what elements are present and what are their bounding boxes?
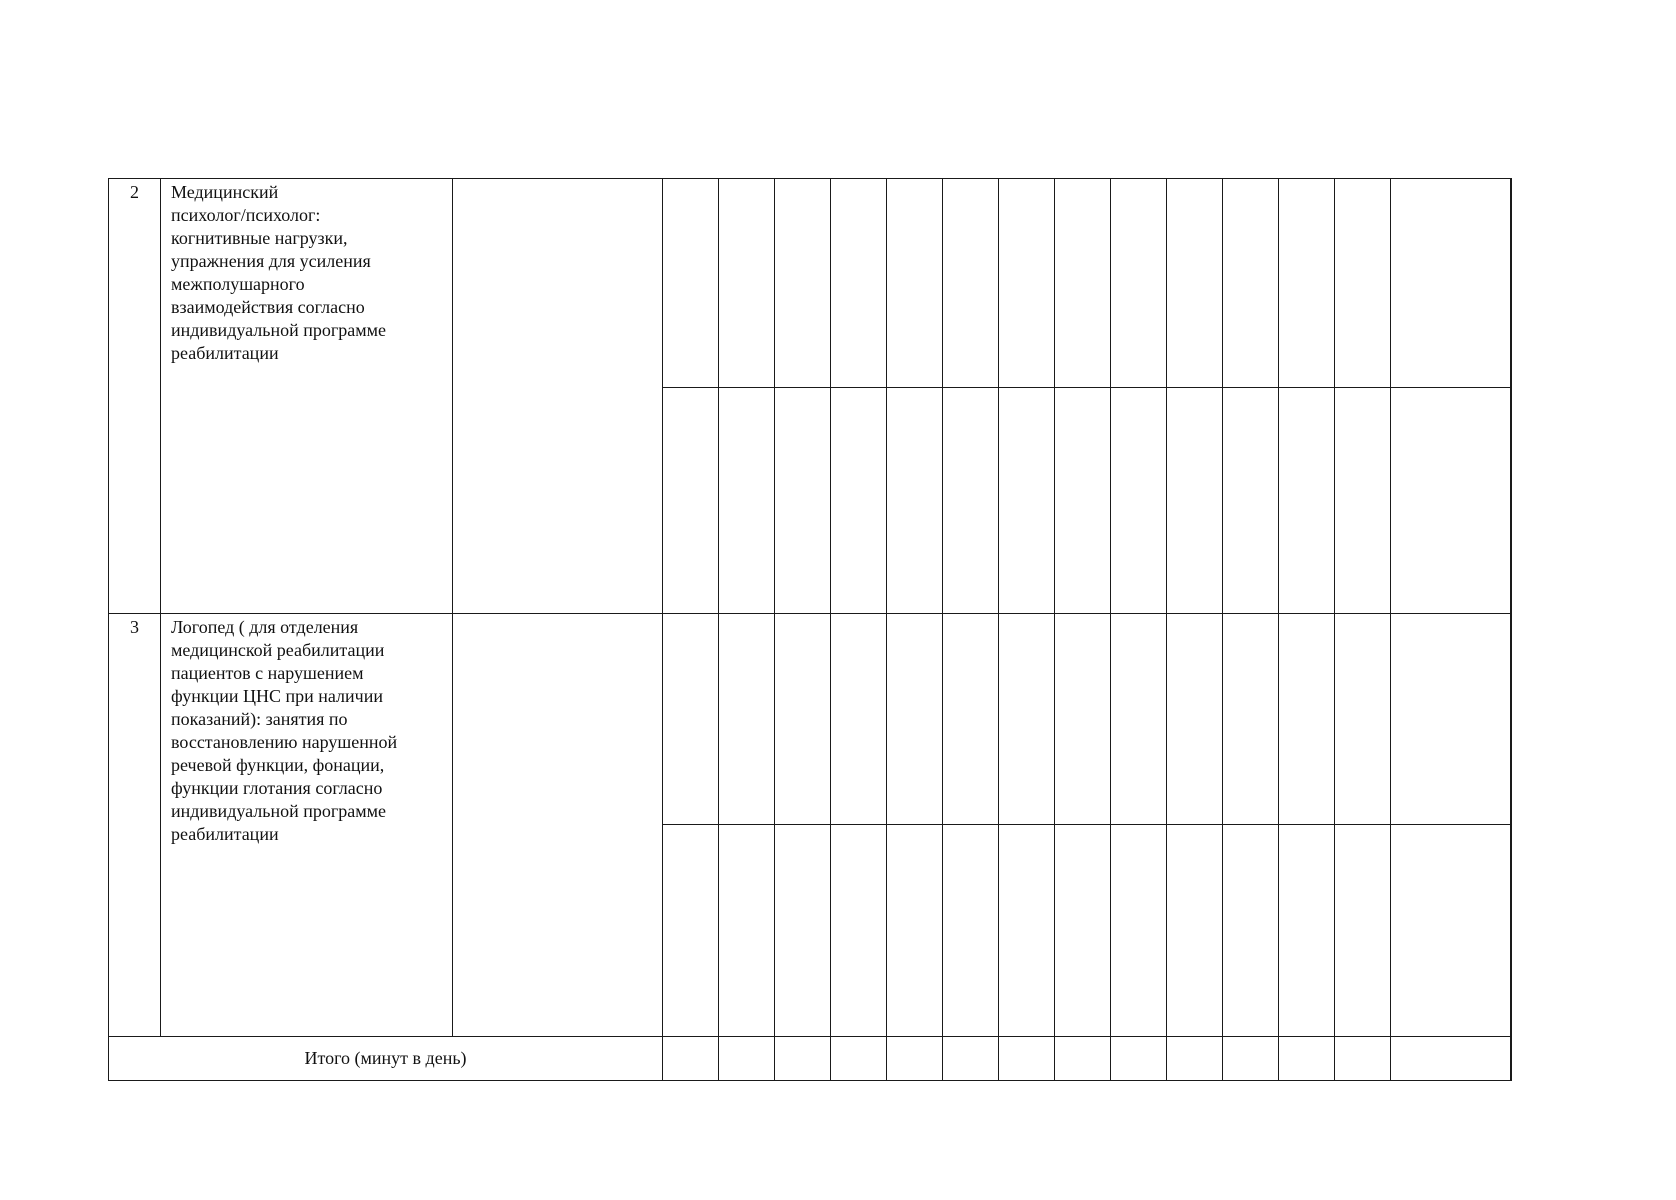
schedule-cell [1111,179,1167,388]
rehabilitation-schedule-table [108,178,1512,1081]
schedule-cell [943,825,999,1037]
schedule-cell [1167,614,1223,825]
total-cell [1511,1037,1512,1081]
schedule-cell [999,614,1055,825]
total-cell [1111,1037,1167,1081]
schedule-cell [663,825,719,1037]
schedule-cell [1111,388,1167,614]
schedule-cell [663,614,719,825]
schedule-cell [999,825,1055,1037]
schedule-cell [887,179,943,388]
empty-parameter-cell [453,614,663,1037]
schedule-cell [1279,388,1335,614]
schedule-cell [999,388,1055,614]
schedule-cell [1167,179,1223,388]
schedule-cell [1111,614,1167,825]
table-row [109,179,1512,388]
schedule-cell [1055,825,1111,1037]
total-cell [663,1037,719,1081]
schedule-cell [1055,388,1111,614]
schedule-cell [1335,179,1391,388]
total-cell [1391,1037,1511,1081]
procedure-description: Медицинский психолог/психолог: когнитивные нагрузки, упражнения для усиления межполушарного взаимодействия согласно индивидуальной программе реабилитации [161,179,453,614]
total-cell [719,1037,775,1081]
schedule-cell [1335,388,1391,614]
schedule-cell [1511,179,1512,388]
schedule-cell [1335,614,1391,825]
schedule-cell [1511,388,1512,614]
total-cell [775,1037,831,1081]
schedule-cell [887,825,943,1037]
schedule-cell [1223,614,1279,825]
schedule-cell [831,825,887,1037]
schedule-cell [1223,179,1279,388]
schedule-cell [831,388,887,614]
schedule-cell [1279,614,1335,825]
schedule-cell [775,388,831,614]
total-label: Итого (минут в день) [109,1037,663,1081]
schedule-cell [1167,388,1223,614]
schedule-cell [719,388,775,614]
total-cell [999,1037,1055,1081]
schedule-cell [1055,179,1111,388]
total-cell [1223,1037,1279,1081]
schedule-cell [943,179,999,388]
total-cell [887,1037,943,1081]
schedule-cell [943,388,999,614]
schedule-cell [663,388,719,614]
schedule-cell [1391,388,1511,614]
table-row [109,614,1512,825]
schedule-cell [1391,179,1511,388]
total-cell [831,1037,887,1081]
schedule-cell [1279,825,1335,1037]
schedule-cell [1391,825,1511,1037]
total-cell [1279,1037,1335,1081]
schedule-cell [1511,825,1512,1037]
schedule-cell [775,614,831,825]
schedule-cell [775,179,831,388]
schedule-cell [887,388,943,614]
total-cell [1335,1037,1391,1081]
procedure-description: Логопед ( для отделения медицинской реабилитации пациентов с нарушением функции ЦНС при наличии показаний): занятия по восстановлению нарушенной речевой функции, фонации, функции глотания согласно индивидуальной программе реабилитации [161,614,453,1037]
schedule-cell [719,614,775,825]
schedule-cell [1223,388,1279,614]
schedule-cell [719,825,775,1037]
schedule-cell [663,179,719,388]
schedule-cell [1167,825,1223,1037]
empty-parameter-cell [453,179,663,614]
schedule-cell [1335,825,1391,1037]
schedule-cell [1223,825,1279,1037]
schedule-cell [1511,614,1512,825]
row-number: 3 [109,614,161,1037]
schedule-cell [719,179,775,388]
schedule-cell [1279,179,1335,388]
schedule-cell [999,179,1055,388]
schedule-cell [775,825,831,1037]
schedule-cell [831,179,887,388]
schedule-cell [943,614,999,825]
schedule-cell [831,614,887,825]
schedule-cell [1111,825,1167,1037]
total-cell [943,1037,999,1081]
total-cell [1055,1037,1111,1081]
schedule-cell [1055,614,1111,825]
schedule-cell [1391,614,1511,825]
schedule-cell [887,614,943,825]
total-row [109,1037,1512,1081]
row-number: 2 [109,179,161,614]
total-cell [1167,1037,1223,1081]
